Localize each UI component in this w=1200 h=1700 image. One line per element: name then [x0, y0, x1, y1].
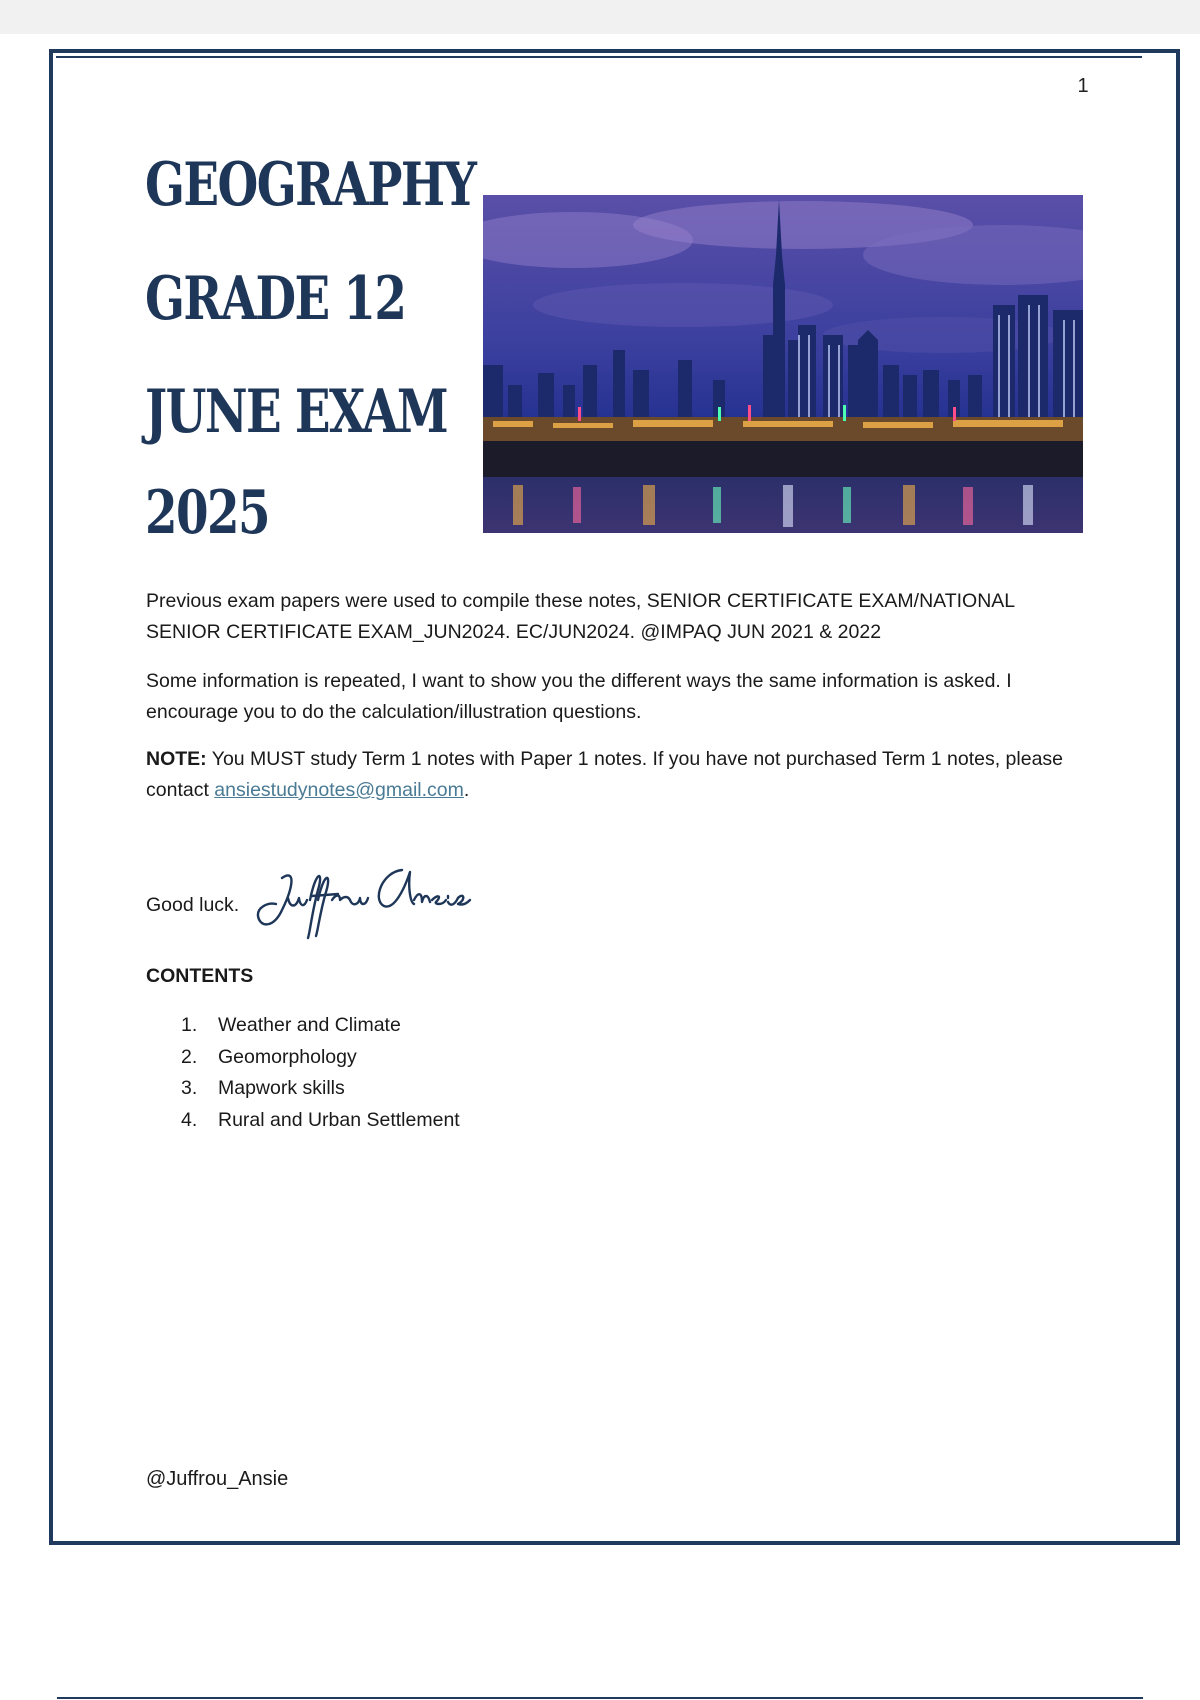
next-page-rule: [57, 1697, 1143, 1699]
author-handle: @Juffrou_Ansie: [146, 1468, 289, 1490]
contents-item: [181, 1042, 460, 1074]
contact-email-link[interactable]: ansiestudynotes@gmail.com: [214, 779, 464, 801]
contents-item: [181, 1105, 460, 1137]
contents-item-number: 1.: [181, 1014, 198, 1036]
note-text: You MUST study Term 1 notes with Paper 1 notes. If you have not purchased Term 1 notes, please contact: [146, 748, 1064, 801]
contents-item-label: Mapwork skills: [218, 1077, 345, 1099]
page-number: 1: [1077, 75, 1089, 97]
good-luck-text: Good luck.: [146, 894, 240, 916]
title-line-year: 2025: [145, 478, 270, 548]
handwritten-signature: [252, 860, 472, 940]
top-toolbar-strip: [0, 0, 1200, 34]
contents-item-label: Rural and Urban Settlement: [218, 1108, 460, 1131]
note-label: NOTE:: [146, 748, 207, 770]
contents-item-number: 2.: [181, 1045, 198, 1068]
title-line-exam: JUNE EXAM: [145, 377, 448, 447]
title-line-grade: GRADE 12: [145, 264, 406, 334]
contents-heading: CONTENTS: [146, 965, 254, 987]
note-end: .: [463, 779, 470, 801]
note-paragraph: [146, 744, 1091, 806]
header-rule: [56, 56, 1142, 58]
intro-sources-paragraph: Previous exam papers were used to compile these notes, SENIOR CERTIFICATE EXAM/NATIONAL SENIOR CERTIFICATE EXAM_JUN2024. EC/JUN2024. @IMPAQ JUN 2021 & 2022: [146, 590, 1015, 643]
contents-item-number: 4.: [181, 1108, 198, 1131]
contents-item: [181, 1010, 460, 1042]
city-skyline-photo: [483, 195, 1083, 533]
intro-repetition-paragraph: Some information is repeated, I want to show you the different ways the same information is asked. I encourage you to do the calculation/illustration questions.: [146, 670, 1012, 723]
contents-item-label: Weather and Climate: [218, 1014, 401, 1036]
contents-item: [181, 1073, 460, 1105]
contents-list: [181, 1010, 460, 1136]
contents-item-label: Geomorphology: [218, 1045, 357, 1068]
title-line-subject: GEOGRAPHY: [145, 150, 476, 220]
contents-item-number: 3.: [181, 1077, 198, 1099]
